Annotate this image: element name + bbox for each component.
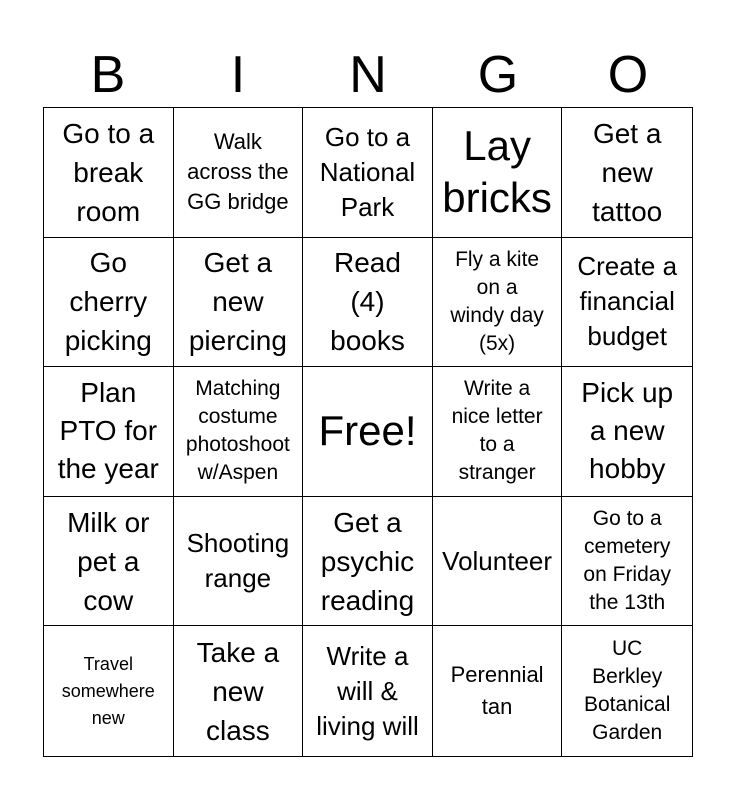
bingo-cell-r1c4[interactable] bbox=[433, 108, 563, 238]
cell-text: Write a will & living will bbox=[316, 640, 419, 741]
header-letter-i: I bbox=[230, 46, 246, 104]
bingo-cell-r5c5[interactable] bbox=[562, 626, 692, 756]
bingo-cell-r4c1[interactable] bbox=[44, 497, 174, 627]
cell-text: Write a nice letter to a stranger bbox=[451, 377, 543, 485]
bingo-cell-r4c4[interactable] bbox=[433, 497, 563, 627]
header-letter-g: G bbox=[477, 46, 519, 104]
cell-text: Create a financial budget bbox=[577, 251, 678, 352]
bingo-cell-r1c3[interactable] bbox=[303, 108, 433, 238]
cell-text: Go to a National Park bbox=[319, 121, 416, 222]
bingo-header bbox=[43, 44, 693, 106]
header-letter-b: B bbox=[90, 46, 126, 104]
bingo-cell-r5c4[interactable] bbox=[433, 626, 563, 756]
cell-text: UC Berkley Botanical Garden bbox=[584, 637, 671, 745]
cell-text: Lay bricks bbox=[442, 122, 552, 222]
cell-text: Matching costume photoshoot w/Aspen bbox=[185, 377, 290, 485]
bingo-cell-r2c1[interactable] bbox=[44, 238, 174, 368]
bingo-cell-r2c4[interactable] bbox=[433, 238, 563, 368]
cell-text: Get a psychic reading bbox=[320, 506, 415, 616]
bingo-cell-r1c2[interactable] bbox=[174, 108, 304, 238]
bingo-cell-r1c5[interactable] bbox=[562, 108, 692, 238]
bingo-cell-r1c1[interactable] bbox=[44, 108, 174, 238]
cell-text: Get a new piercing bbox=[188, 247, 287, 357]
header-letter-n: N bbox=[349, 46, 387, 104]
cell-text: Plan PTO for the year bbox=[57, 377, 159, 485]
cell-text: Go to a break room bbox=[62, 117, 155, 227]
cell-text: Go cherry picking bbox=[64, 247, 152, 357]
bingo-cell-r4c2[interactable] bbox=[174, 497, 304, 627]
bingo-cell-r2c2[interactable] bbox=[174, 238, 304, 368]
cell-text: Volunteer bbox=[442, 545, 553, 576]
cell-text: Read (4) books bbox=[330, 247, 405, 357]
bingo-cell-r5c3[interactable] bbox=[303, 626, 433, 756]
free-space-text: Free! bbox=[318, 407, 417, 455]
bingo-cell-r4c3[interactable] bbox=[303, 497, 433, 627]
cell-text: Pick up a new hobby bbox=[581, 377, 674, 485]
bingo-cell-r2c5[interactable] bbox=[562, 238, 692, 368]
header-letter-o: O bbox=[607, 46, 649, 104]
cell-text: Travel somewhere new bbox=[61, 653, 155, 728]
cell-text: Fly a kite on a windy day (5x) bbox=[450, 247, 544, 355]
bingo-cell-r3c5[interactable] bbox=[562, 367, 692, 497]
cell-text: Go to a cemetery on Friday the 13th bbox=[583, 507, 671, 615]
cell-text: Perennial tan bbox=[450, 662, 544, 720]
bingo-cell-r5c1[interactable] bbox=[44, 626, 174, 756]
cell-text: Shooting range bbox=[186, 528, 290, 594]
bingo-cell-r3c4[interactable] bbox=[433, 367, 563, 497]
bingo-cell-r3c1[interactable] bbox=[44, 367, 174, 497]
cell-text: Get a new tattoo bbox=[592, 117, 663, 227]
cell-text: Milk or pet a cow bbox=[67, 506, 150, 616]
bingo-cell-free[interactable] bbox=[303, 367, 433, 497]
bingo-board bbox=[43, 107, 693, 757]
cell-text: Take a new class bbox=[196, 636, 280, 746]
cell-text: Walk across the GG bridge bbox=[187, 129, 289, 215]
bingo-cell-r2c3[interactable] bbox=[303, 238, 433, 368]
bingo-cell-r3c2[interactable] bbox=[174, 367, 304, 497]
bingo-cell-r5c2[interactable] bbox=[174, 626, 304, 756]
bingo-cell-r4c5[interactable] bbox=[562, 497, 692, 627]
